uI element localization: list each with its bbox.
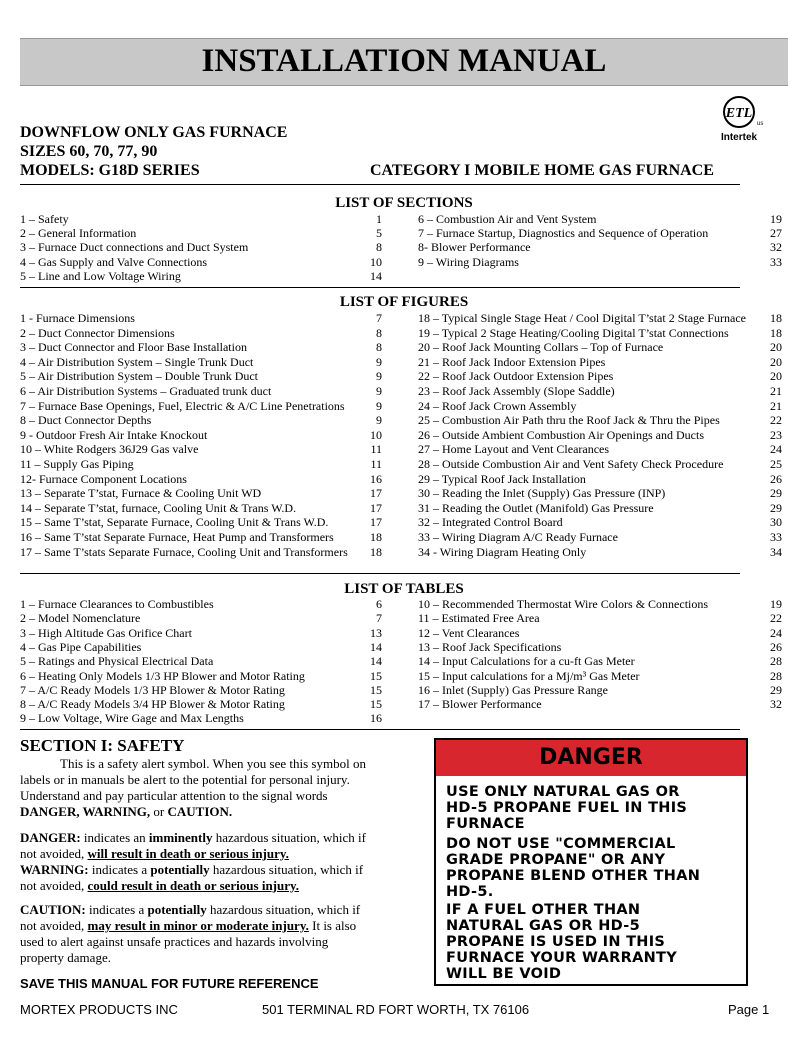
tables-item-label: 17 – Blower Performance — [418, 697, 542, 712]
danger-text-line: FURNACE YOUR WARRANTY — [446, 950, 678, 966]
figures-item-page: 9 — [376, 384, 382, 398]
danger-text-line: PROPANE IS USED IN THIS — [446, 934, 666, 950]
figures-item-page: 17 — [370, 500, 382, 515]
caution-def-line4: property damage. — [20, 950, 111, 965]
footer-company: MORTEX PRODUCTS INC — [20, 1002, 178, 1017]
tables-item-page: 32 — [770, 697, 782, 712]
figures-item-page: 34 — [770, 544, 782, 559]
figures-item-page: 18 — [370, 544, 382, 559]
figures-item-label: 33 – Wiring Diagram A/C Ready Furnace — [418, 530, 618, 544]
figures-item-label: 25 – Combustion Air Path thru the Roof Jack & Thru the Pipes — [418, 413, 720, 428]
figures-item-page: 11 — [370, 442, 382, 457]
tables-item-label: 8 – A/C Ready Models 3/4 HP Blower & Motor Rating — [20, 697, 285, 712]
danger-t4: not avoided, — [20, 846, 88, 861]
tables-item-page: 13 — [370, 625, 382, 640]
safety-intro-3: Understand and pay particular attention to the signal words — [20, 788, 328, 803]
figures-item-page: 18 — [370, 530, 382, 544]
figures-item-page: 20 — [770, 340, 782, 355]
figures-item-page: 26 — [770, 471, 782, 486]
caution-t4: not avoided, — [20, 918, 88, 933]
tables-item-label: 4 – Gas Pipe Capabilities — [20, 639, 142, 654]
caution-label: CAUTION: — [20, 902, 86, 917]
tables-item-label: 2 – Model Nomenclature — [20, 611, 141, 626]
figures-item-label: 23 – Roof Jack Assembly (Slope Saddle) — [418, 384, 615, 398]
etl-logo — [713, 92, 773, 144]
caution-def-line3: used to alert against unsafe practices and hazards involving — [20, 934, 329, 949]
figures-item-label: 6 – Air Distribution Systems – Graduated trunk duct — [20, 384, 272, 398]
figures-item-page: 18 — [770, 325, 782, 340]
tables-item-label: 14 – Input Calculations for a cu-ft Gas Meter — [418, 654, 635, 669]
figures-item-label: 14 – Separate T’stat, furnace, Cooling Unit & Trans W.D. — [20, 500, 297, 515]
danger-label-box — [434, 738, 748, 986]
tables-item-page: 22 — [770, 611, 782, 626]
figures-item-label: 9 - Outdoor Fresh Air Intake Knockout — [20, 427, 208, 442]
figures-item-label: 29 – Typical Roof Jack Installation — [418, 471, 586, 486]
danger-t2: imminently — [148, 830, 213, 845]
figures-item-page: 21 — [770, 398, 782, 413]
caution-t3: hazardous situation, which if — [206, 902, 361, 917]
figures-item-page: 9 — [376, 354, 382, 369]
figures-item-page: 17 — [370, 486, 382, 501]
signal-or: or — [150, 804, 168, 819]
sections-item-label: 8- Blower Performance — [418, 240, 531, 255]
figures-item-page: 20 — [770, 369, 782, 384]
figures-item-label: 7 – Furnace Base Openings, Fuel, Electric & A/C Line Penetrations — [20, 398, 345, 413]
figures-item-page: 22 — [770, 413, 782, 428]
figures-item-label: 8 – Duct Connector Depths — [20, 413, 152, 428]
sections-item-page: 10 — [370, 254, 382, 269]
figures-item-page: 30 — [770, 515, 782, 530]
danger-text-line: NATURAL GAS OR HD-5 — [446, 918, 640, 934]
sections-item-label: 2 – General Information — [20, 226, 137, 241]
caution-t2: potentially — [147, 902, 207, 917]
figures-item-page: 29 — [770, 486, 782, 501]
sections-item-page: 5 — [376, 226, 382, 241]
figures-item-label: 26 – Outside Ambient Combustion Air Openings and Ducts — [418, 427, 704, 442]
danger-text-line: GRADE PROPANE" OR ANY — [446, 852, 666, 868]
tables-item-page: 15 — [370, 682, 382, 697]
document-title: INSTALLATION MANUAL — [201, 43, 607, 79]
sections-rule — [20, 287, 740, 288]
sections-item-label: 1 – Safety — [20, 212, 69, 226]
sections-item-label: 6 – Combustion Air and Vent System — [418, 212, 597, 226]
tables-item-page: 14 — [370, 654, 382, 669]
tables-item-label: 9 – Low Voltage, Wire Gage and Max Lengths — [20, 711, 244, 726]
figures-item-label: 3 – Duct Connector and Floor Base Installation — [20, 340, 247, 355]
safety-intro-2: labels or in manuals be alert to the potential for personal injury. — [20, 772, 350, 787]
figures-item-page: 9 — [376, 369, 382, 384]
figures-item-label: 18 – Typical Single Stage Heat / Cool Digital T’stat 2 Stage Furnace — [418, 311, 746, 325]
logo-us-text: us — [757, 121, 764, 127]
figures-item-page: 9 — [376, 398, 382, 413]
danger-t1: indicates an — [80, 830, 149, 845]
header-models: MODELS: G18D SERIES — [20, 162, 200, 179]
figures-item-page: 9 — [376, 413, 382, 428]
warning-label: WARNING: — [20, 862, 89, 877]
figures-item-label: 28 – Outside Combustion Air and Vent Safety Check Procedure — [418, 457, 724, 471]
figures-item-label: 13 – Separate T’stat, Furnace & Cooling Unit WD — [20, 486, 262, 501]
tables-item-page: 24 — [770, 625, 782, 640]
signal-words: DANGER, WARNING, — [20, 804, 151, 819]
figures-item-page: 11 — [370, 457, 382, 471]
figures-item-page: 16 — [370, 471, 382, 486]
figures-item-label: 2 – Duct Connector Dimensions — [20, 325, 175, 340]
footer-page-number: Page 1 — [728, 1002, 770, 1017]
tables-item-label: 1 – Furnace Clearances to Combustibles — [20, 597, 214, 611]
tables-item-label: 7 – A/C Ready Models 1/3 HP Blower & Motor Rating — [20, 682, 285, 697]
figures-item-label: 11 – Supply Gas Piping — [20, 457, 134, 471]
figures-item-page: 21 — [770, 384, 782, 398]
caution-def-line1 — [20, 902, 405, 918]
figures-item-page: 8 — [376, 325, 382, 340]
figures-item-page: 17 — [370, 515, 382, 530]
danger-t5: will result in death or serious injury. — [87, 846, 289, 861]
header-category: CATEGORY I MOBILE HOME GAS FURNACE — [370, 162, 714, 179]
sections-item-page: 14 — [370, 268, 382, 283]
sections-item-label: 9 – Wiring Diagrams — [418, 254, 519, 269]
logo-etl-text: ETL — [725, 106, 753, 121]
figures-item-label: 12- Furnace Component Locations — [20, 471, 187, 486]
figures-item-page: 29 — [770, 500, 782, 515]
danger-text-line: WILL BE VOID — [446, 966, 562, 982]
danger-text-line: PROPANE BLEND OTHER THAN — [446, 868, 701, 884]
figures-item-label: 19 – Typical 2 Stage Heating/Cooling Digital T’stat Connections — [418, 325, 729, 340]
caution-def-line2 — [20, 918, 405, 934]
tables-item-label: 12 – Vent Clearances — [418, 625, 520, 640]
footer-address: 501 TERMINAL RD FORT WORTH, TX 76106 — [262, 1002, 530, 1017]
figures-title: LIST OF FIGURES — [339, 294, 469, 310]
tables-item-page: 16 — [370, 711, 382, 726]
warning-t5: could result in death or serious injury. — [87, 878, 300, 893]
warning-t3: hazardous situation, which if — [209, 862, 364, 877]
tables-item-label: 5 – Ratings and Physical Electrical Data — [20, 654, 214, 669]
figures-item-page: 33 — [770, 530, 782, 544]
sections-item-page: 19 — [770, 212, 782, 226]
caution-t1: indicates a — [85, 902, 148, 917]
figures-item-label: 27 – Home Layout and Vent Clearances — [418, 442, 610, 457]
sections-item-label: 4 – Gas Supply and Valve Connections — [20, 254, 208, 269]
caution-t6: It is also — [308, 918, 357, 933]
tables-item-page: 15 — [370, 697, 382, 712]
figures-item-label: 24 – Roof Jack Crown Assembly — [418, 398, 577, 413]
sections-item-page: 33 — [770, 254, 782, 269]
figures-item-page: 20 — [770, 354, 782, 369]
sections-item-page: 32 — [770, 240, 782, 255]
figures-item-label: 32 – Integrated Control Board — [418, 515, 563, 530]
figures-item-label: 21 – Roof Jack Indoor Extension Pipes — [418, 354, 606, 369]
figures-item-page: 25 — [770, 457, 782, 471]
figures-rule — [20, 573, 740, 574]
figures-item-page: 24 — [770, 442, 782, 457]
figures-item-page: 10 — [370, 427, 382, 442]
tables-item-label: 11 – Estimated Free Area — [418, 611, 540, 626]
figures-item-label: 22 – Roof Jack Outdoor Extension Pipes — [418, 369, 614, 384]
figures-item-page: 23 — [770, 427, 782, 442]
danger-text-line: IF A FUEL OTHER THAN — [446, 902, 641, 918]
tables-item-label: 10 – Recommended Thermostat Wire Colors & Connections — [418, 597, 709, 611]
figures-item-page: 8 — [376, 340, 382, 355]
tables-rule — [20, 729, 740, 730]
sections-item-page: 27 — [770, 226, 782, 241]
figures-item-label: 1 - Furnace Dimensions — [20, 311, 135, 325]
safety-section-title: SECTION I: SAFETY — [20, 736, 185, 755]
figures-item-label: 34 - Wiring Diagram Heating Only — [418, 544, 587, 559]
danger-text-line: USE ONLY NATURAL GAS OR — [446, 784, 680, 800]
danger-text-line: HD-5 PROPANE FUEL IN THIS — [446, 800, 688, 816]
tables-item-page: 6 — [376, 597, 382, 611]
safety-intro-1: This is a safety alert symbol. When you see this symbol on — [60, 756, 366, 771]
danger-def-line2 — [20, 846, 405, 862]
header-line1: DOWNFLOW ONLY GAS FURNACE — [20, 124, 288, 141]
tables-item-page: 14 — [370, 639, 382, 654]
tables-item-page: 7 — [376, 611, 382, 626]
figures-item-label: 4 – Air Distribution System – Single Trunk Duct — [20, 354, 254, 369]
tables-item-label: 13 – Roof Jack Specifications — [418, 639, 562, 654]
header-line2: SIZES 60, 70, 77, 90 — [20, 143, 158, 160]
danger-text-line: FURNACE — [446, 816, 525, 832]
figures-item-page: 18 — [770, 311, 782, 325]
warning-def-line2 — [20, 878, 405, 894]
warning-t2: potentially — [150, 862, 210, 877]
logo-brand-text: Intertek — [720, 132, 758, 143]
tables-item-page: 29 — [770, 682, 782, 697]
warning-t4: not avoided, — [20, 878, 88, 893]
tables-item-page: 19 — [770, 597, 782, 611]
sections-item-page: 8 — [376, 240, 382, 255]
tables-item-label: 6 – Heating Only Models 1/3 HP Blower and Motor Rating — [20, 668, 305, 683]
safety-intro-4 — [20, 804, 405, 820]
tables-item-label: 3 – High Altitude Gas Orifice Chart — [20, 625, 192, 640]
title-bar — [20, 38, 788, 86]
save-manual-note: SAVE THIS MANUAL FOR FUTURE REFERENCE — [20, 976, 319, 991]
tables-item-page: 15 — [370, 668, 382, 683]
figures-item-label: 15 – Same T’stat, Separate Furnace, Cooling Unit & Trans W.D. — [20, 515, 329, 530]
danger-label: DANGER: — [20, 830, 81, 845]
figures-item-label: 17 – Same T’stats Separate Furnace, Cooling Unit and Transformers — [20, 544, 348, 559]
warning-t1: indicates a — [88, 862, 151, 877]
tables-item-page: 28 — [770, 654, 782, 669]
sections-item-label: 3 – Furnace Duct connections and Duct System — [20, 240, 249, 255]
figures-item-label: 16 – Same T’stat Separate Furnace, Heat Pump and Transformers — [20, 530, 334, 544]
sections-title: LIST OF SECTIONS — [335, 195, 473, 211]
figures-item-label: 31 – Reading the Outlet (Manifold) Gas Pressure — [418, 500, 654, 515]
tables-item-page: 28 — [770, 668, 782, 683]
danger-t3: hazardous situation, which if — [212, 830, 366, 845]
sections-item-label: 5 – Line and Low Voltage Wiring — [20, 268, 181, 283]
caution-t5: may result in minor or moderate injury. — [87, 918, 309, 933]
danger-text-line: HD-5. — [446, 884, 494, 900]
danger-def-line1 — [20, 830, 405, 846]
tables-item-label: 16 – Inlet (Supply) Gas Pressure Range — [418, 682, 608, 697]
figures-item-label: 10 – White Rodgers 36J29 Gas valve — [20, 442, 199, 457]
tables-title: LIST OF TABLES — [344, 581, 464, 597]
figures-item-label: 5 – Air Distribution System – Double Trunk Duct — [20, 369, 259, 384]
danger-text-line: DO NOT USE "COMMERCIAL — [446, 836, 676, 852]
tables-item-page: 26 — [770, 639, 782, 654]
sections-item-page: 1 — [376, 212, 382, 226]
tables-item-label: 15 – Input calculations for a Mj/m³ Gas Meter — [418, 668, 640, 683]
figures-item-label: 30 – Reading the Inlet (Supply) Gas Pressure (INP) — [418, 486, 666, 501]
etl-mark-icon — [713, 92, 773, 144]
warning-def-line1 — [20, 862, 405, 878]
figures-item-page: 7 — [376, 311, 382, 325]
figures-item-label: 20 – Roof Jack Mounting Collars – Top of Furnace — [418, 340, 664, 355]
signal-caution: CAUTION. — [167, 804, 233, 819]
danger-heading: DANGER — [436, 740, 746, 776]
sections-item-label: 7 – Furnace Startup, Diagnostics and Sequence of Operation — [418, 226, 709, 241]
header-rule — [20, 184, 740, 185]
